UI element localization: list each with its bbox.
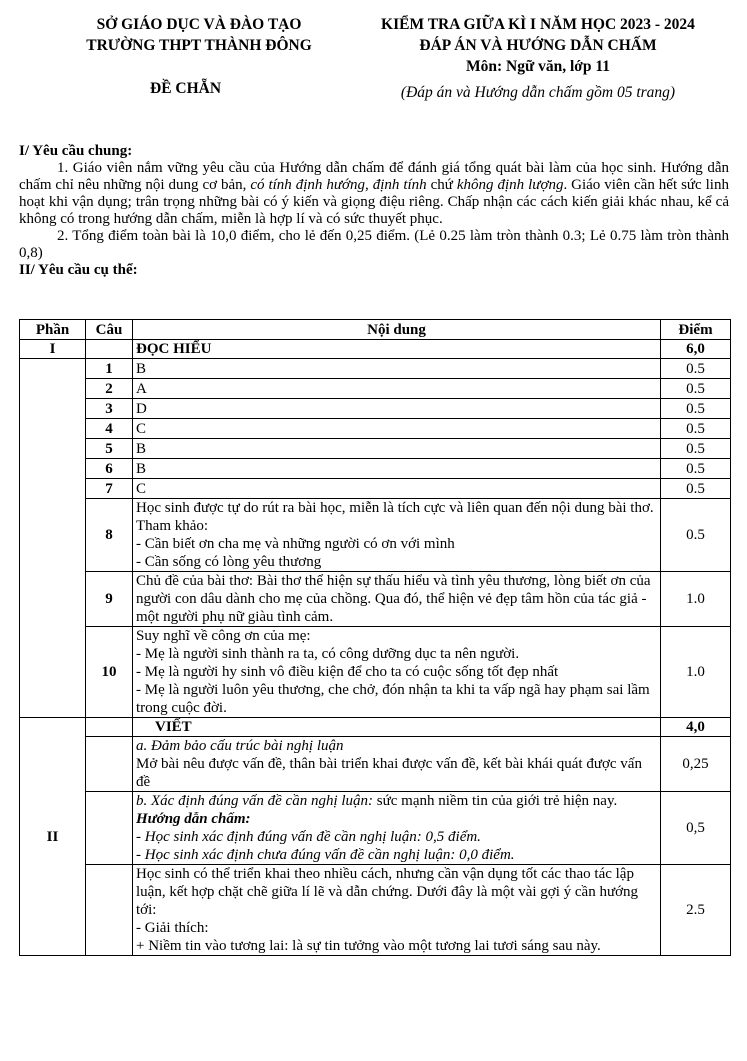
- table-row: [20, 865, 731, 956]
- part2-total: 4,0: [661, 718, 731, 737]
- empty-cell: [86, 718, 133, 737]
- table-row: [20, 499, 731, 572]
- table-header-row: [20, 320, 731, 340]
- criterion-a: [133, 737, 661, 792]
- criterion-c: [133, 865, 661, 956]
- exam-subtitle: ĐÁP ÁN VÀ HƯỚNG DẪN CHẤM: [419, 37, 657, 54]
- answer: C: [133, 419, 661, 439]
- exam-header: [352, 14, 724, 77]
- question-number: 9: [86, 572, 133, 627]
- table-row: [20, 439, 731, 459]
- score: 2.5: [661, 865, 731, 956]
- score: 0.5: [661, 499, 731, 572]
- answer: B: [133, 439, 661, 459]
- p1-text-b: có tính định hướng, định tính: [250, 177, 427, 193]
- question-number: 7: [86, 479, 133, 499]
- score: 0.5: [661, 479, 731, 499]
- answer-line: Suy nghĩ về công ơn của mẹ:: [136, 628, 311, 644]
- score: 0.5: [661, 359, 731, 379]
- answer: A: [133, 379, 661, 399]
- answer-line: - Cần biết ơn cha mẹ và những người có ơn với mình: [136, 536, 455, 552]
- criterion-b-text: sức mạnh niềm tin của giới trẻ hiện nay.: [373, 793, 618, 809]
- score: 1.0: [661, 572, 731, 627]
- answer-table: [19, 319, 731, 956]
- answer: Chủ đề của bài thơ: Bài thơ thể hiện sự thấu hiểu và tình yêu thương, lòng biết ơn của người con dâu dành cho mẹ của chồng. Qua đó, thể hiện vẻ đẹp tâm hồn của tác giả - một người phụ nữ giàu tình cảm.: [133, 572, 661, 627]
- part2-title-row: [20, 718, 731, 737]
- score: 0.5: [661, 459, 731, 479]
- p1-text-a: 1. Giáo viên nắm vững yêu cầu của Hướng dẫn chấm để đánh giá tổng quát bài làm của học sinh. Hướng dẫn chấm chỉ nêu những nội dung cơ bản,: [19, 160, 729, 193]
- criterion-b-guide-1: - Học sinh xác định đúng vấn đề cần nghị luận: 0,5 điểm.: [136, 829, 481, 845]
- answer-line: - Mẹ là người luôn yêu thương, che chở, đón nhận ta khi ta vấp ngã hay phạm sai lầm trong cuộc đời.: [136, 682, 650, 716]
- section-title-specific: II/ Yêu cầu cụ thể:: [19, 262, 138, 278]
- empty-cell: [86, 792, 133, 865]
- empty-cell: [86, 737, 133, 792]
- table-row: [20, 792, 731, 865]
- part1-title-row: [20, 340, 731, 359]
- criterion-c-line: Học sinh có thể triển khai theo nhiều cách, nhưng cần vận dụng tốt các thao tác lập luận, kết hợp chặt chẽ giữa lí lẽ và dẫn chứng. Dưới đây là một vài gợi ý cần hướng tới:: [136, 866, 639, 918]
- part1-span-cell: [20, 359, 86, 718]
- score: 0,5: [661, 792, 731, 865]
- org-header: [40, 14, 358, 56]
- answer-line: - Mẹ là người sinh thành ra ta, có công dưỡng dục ta nên người.: [136, 646, 520, 662]
- question-number: 1: [86, 359, 133, 379]
- answer: [133, 627, 661, 718]
- question-number: 6: [86, 459, 133, 479]
- criterion-b-guide: Hướng dẫn chấm:: [136, 811, 251, 827]
- question-number: 5: [86, 439, 133, 459]
- exam-subject: Môn: Ngữ văn, lớp 11: [465, 58, 611, 75]
- table-row: [20, 379, 731, 399]
- p1-text-e: . Giáo viên cần hết sức linh hoạt khi vận dụng; trân trọng những bài có ý kiến và giọng điệu riêng. Chấp nhận các cách kiến giải khác nhau, kể cả không có trong hướng dẫn chấm, miễn là hợp lí và có sức thuyết phục.: [19, 177, 729, 227]
- table-row: [20, 479, 731, 499]
- criterion-b-main: [136, 792, 657, 810]
- score: 0.5: [661, 399, 731, 419]
- col-header-score: Điểm: [661, 320, 731, 340]
- empty-cell: [86, 865, 133, 956]
- answer: [133, 499, 661, 572]
- answer-line: Học sinh được tự do rút ra bài học, miễn là tích cực và liên quan đến nội dung bài thơ. Tham khảo:: [136, 500, 654, 534]
- part1-total: 6,0: [661, 340, 731, 359]
- part2-label: II: [20, 718, 86, 956]
- criterion-b-heading: b. Xác định đúng vấn đề cần nghị luận:: [136, 793, 374, 809]
- criterion-a-heading: a. Đảm bảo cấu trúc bài nghị luận: [136, 738, 344, 754]
- score: 0,25: [661, 737, 731, 792]
- question-number: 3: [86, 399, 133, 419]
- section-title-general: I/ Yêu cầu chung:: [19, 143, 133, 159]
- answer: D: [133, 399, 661, 419]
- score: 1.0: [661, 627, 731, 718]
- criterion-c-line: - Giải thích:: [136, 920, 209, 936]
- col-header-part: Phần: [20, 320, 86, 340]
- score: 0.5: [661, 379, 731, 399]
- table-row: [20, 459, 731, 479]
- general-requirements: [19, 143, 729, 279]
- col-header-content: Nội dung: [133, 320, 661, 340]
- p1-text-c: chứ: [426, 177, 457, 193]
- criterion-b-guide-2: - Học sinh xác định chưa đúng vấn đề cần nghị luận: 0,0 điểm.: [136, 847, 515, 863]
- exam-title: KIỂM TRA GIỮA KÌ I NĂM HỌC 2023 - 2024: [381, 16, 695, 33]
- score: 0.5: [661, 439, 731, 459]
- question-number: 2: [86, 379, 133, 399]
- criterion-b: [133, 792, 661, 865]
- score: 0.5: [661, 419, 731, 439]
- org-school: TRƯỜNG THPT THÀNH ĐÔNG: [86, 37, 312, 54]
- question-number: 8: [86, 499, 133, 572]
- page-count-note: (Đáp án và Hướng dẫn chấm gồm 05 trang): [400, 84, 676, 101]
- part1-title: ĐỌC HIỂU: [133, 340, 661, 359]
- question-number: 4: [86, 419, 133, 439]
- general-paragraph-1: [19, 160, 729, 228]
- answer-line: - Mẹ là người hy sinh vô điều kiện để cho ta có cuộc sống tốt đẹp nhất: [136, 664, 559, 680]
- table-row: [20, 419, 731, 439]
- general-paragraph-2: 2. Tổng điểm toàn bài là 10,0 điểm, cho lẻ đến 0,25 điểm. (Lẻ 0.25 làm tròn thành 0.3; Lẻ 0.75 làm tròn thành 0,8): [19, 228, 729, 261]
- empty-cell: [86, 340, 133, 359]
- table-row: [20, 359, 731, 379]
- answer: B: [133, 359, 661, 379]
- part1-label: I: [20, 340, 86, 359]
- col-header-question: Câu: [86, 320, 133, 340]
- table-row: [20, 627, 731, 718]
- answer-line: - Cần sống có lòng yêu thương: [136, 554, 322, 570]
- question-number: 10: [86, 627, 133, 718]
- criterion-a-text: Mở bài nêu được vấn đề, thân bài triển khai được vấn đề, kết bài khái quát được vấn đề: [136, 756, 642, 790]
- answer: C: [133, 479, 661, 499]
- table-row: [20, 737, 731, 792]
- criterion-c-line: + Niềm tin vào tương lai: là sự tin tưởng vào một tương lai tươi sáng sau này.: [136, 938, 601, 954]
- table-row: [20, 572, 731, 627]
- part2-title: VIẾT: [133, 718, 661, 737]
- p1-text-d: không định lượng: [456, 177, 564, 193]
- exam-variant: ĐỀ CHẴN: [150, 80, 222, 97]
- org-department: SỞ GIÁO DỤC VÀ ĐÀO TẠO: [96, 16, 302, 33]
- answer: B: [133, 459, 661, 479]
- table-row: [20, 399, 731, 419]
